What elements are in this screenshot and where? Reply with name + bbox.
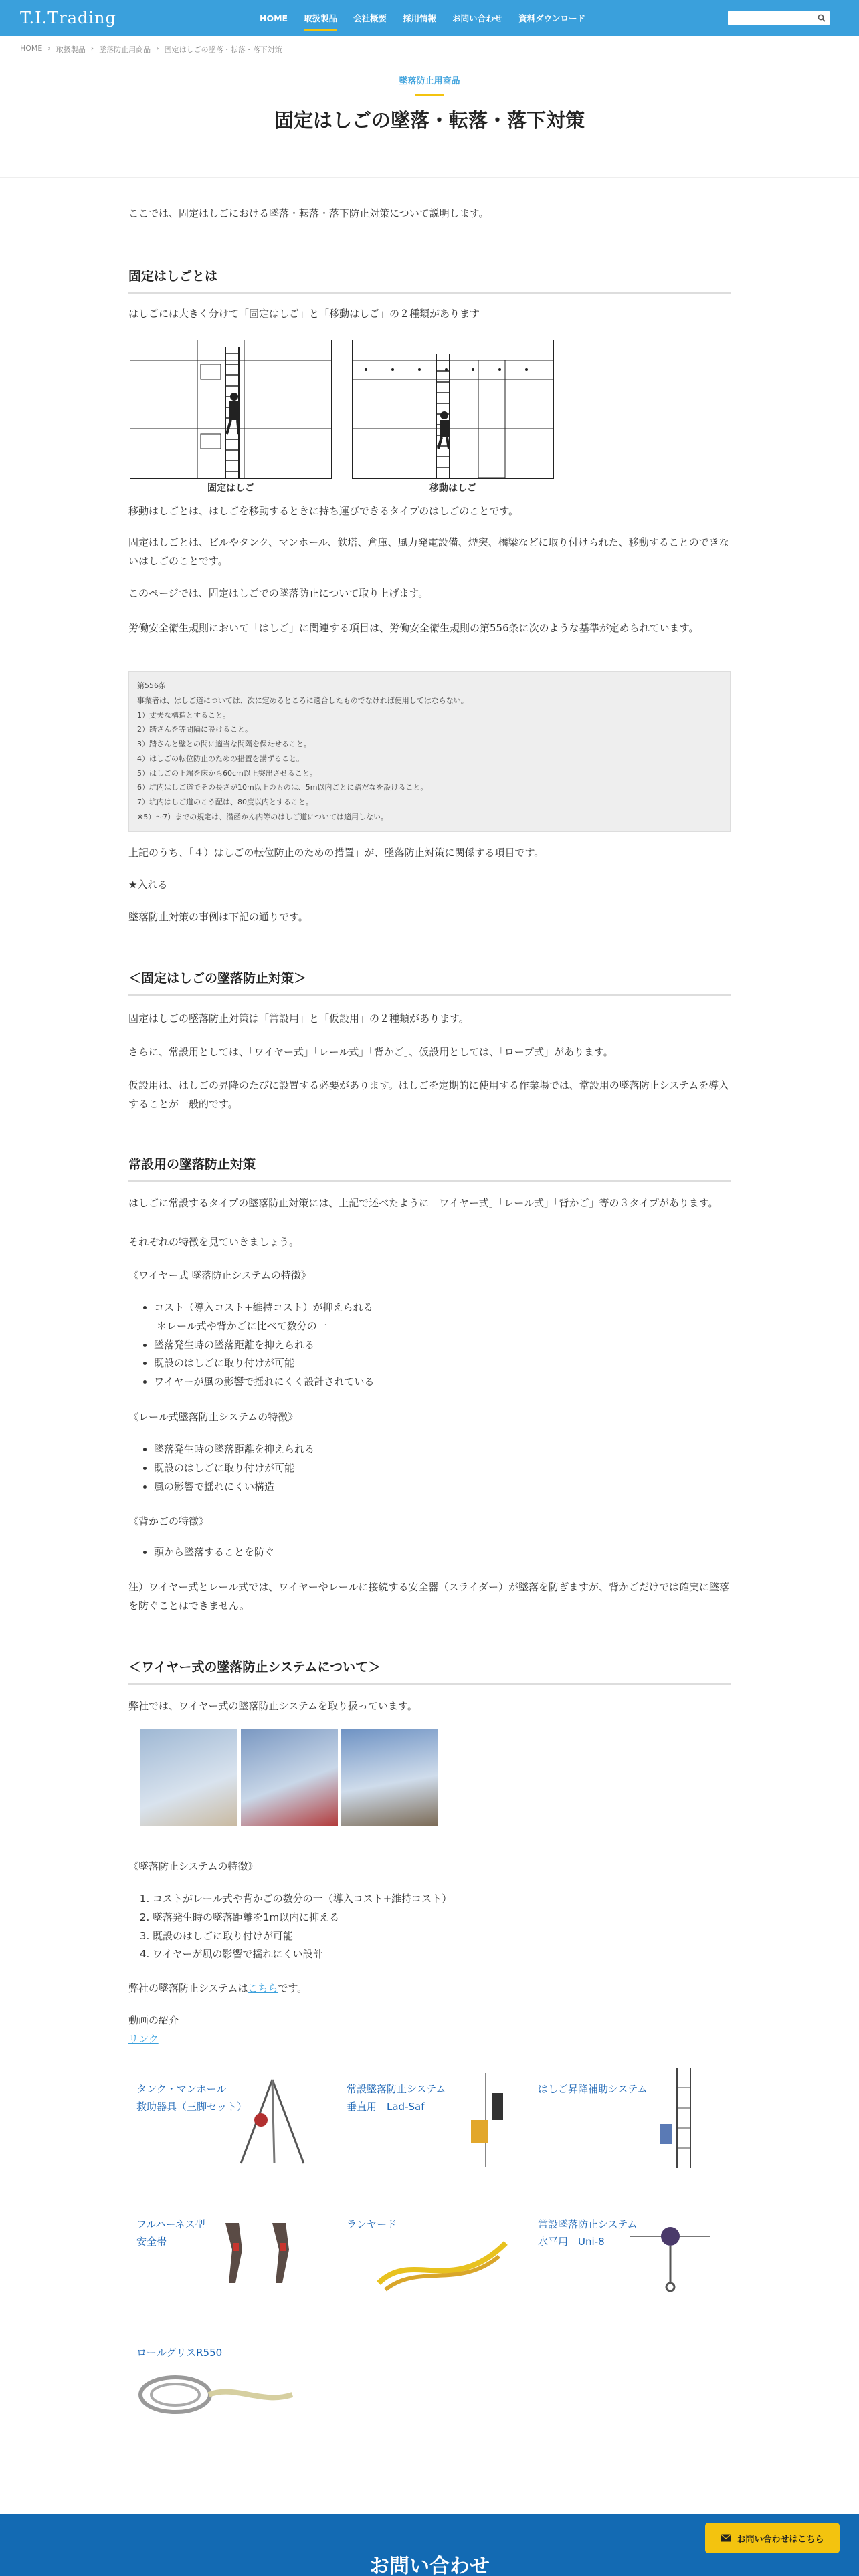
harness-icon (215, 2216, 309, 2290)
note-line: 2）踏さんを等間隔に設けること。 (137, 725, 252, 734)
note-line: 4）はしごの転位防止のための措置を講ずること。 (137, 754, 304, 763)
video-label: 動画の紹介 (128, 2014, 179, 2026)
ladder-assist-icon (650, 2068, 710, 2168)
note-line: 7）坑内はしご道のこう配は、80度以内とすること。 (137, 798, 313, 807)
paragraph: はしごには大きく分けて「固定はしご」と「移動はしご」の２種類があります (128, 308, 480, 320)
contact-cta-button[interactable] (705, 2523, 840, 2553)
top-navbar (0, 0, 859, 36)
uni-8-icon (630, 2210, 710, 2296)
cta-label: お問い合わせはこちら (737, 2534, 824, 2545)
worker-photo-1 (140, 1729, 237, 1826)
product-label: ロールグリスR550 (136, 2347, 223, 2359)
nav-download[interactable]: 資料ダウンロード (518, 13, 586, 23)
list-item: • 墜落発生時の墜落距離を抑えられる (154, 1440, 731, 1459)
note-line: 事業者は、はしご道については、次に定めるところに適合したものでなければ使用してはならない。 (137, 695, 468, 705)
cage-features-title: 《背かごの特徴》 (128, 1515, 209, 1527)
title-underline (415, 94, 444, 96)
note-line: 3）踏さんと壁との間に適当な間隔を保たせること。 (137, 740, 311, 749)
breadcrumb-separator: › (47, 44, 51, 53)
rail-features-list (128, 1440, 731, 1496)
mobile-ladder-caption: 移動はしご (430, 483, 476, 494)
note-line: 1）丈夫な構造とすること。 (137, 710, 230, 720)
paragraph: 墜落防止対策の事例は下記の通りです。 (128, 911, 308, 923)
paragraph: 上記のうち、「４）はしごの転位防止のための措置」が、墜落防止対策に関係する項目です。 (128, 847, 545, 859)
section-heading-permanent: 常設用の墜落防止対策 (128, 1153, 731, 1182)
rail-features-title: 《レール式墜落防止システムの特徴》 (128, 1411, 298, 1423)
breadcrumb (20, 44, 282, 55)
page-category: 墜落防止用商品 (399, 76, 460, 86)
fixed-ladder-figure (130, 340, 332, 479)
link-prefix: 弊社の墜落防止システムは (128, 1982, 248, 1994)
page-title: 固定はしごの墜落・転落・落下対策 (274, 109, 585, 132)
fixed-ladder-caption: 固定はしご (207, 483, 254, 494)
mobile-ladder-figure (352, 340, 554, 479)
product-card-full-harness[interactable] (128, 2203, 309, 2303)
product-label: フルハーネス型 安全帯 (136, 2218, 205, 2248)
search-input[interactable] (728, 11, 830, 25)
note-line: 6）坑内はしご道でその長さが10m以上のものは、5m以内ごとに踏だなを設けること。 (137, 783, 428, 792)
page-header (0, 74, 859, 133)
product-label: ランヤード (347, 2218, 397, 2230)
paragraph: 固定はしごの墜落防止対策は「常設用」と「仮設用」の２種類があります。 (128, 1012, 469, 1025)
site-logo[interactable]: T.I.Trading (20, 9, 116, 27)
paragraph: 固定はしごとは、ビルやタンク、マンホール、鉄塔、倉庫、風力発電設備、煙突、橋梁などに取り付けられた、移動することのできないはしごのことです。 (128, 536, 729, 567)
section-heading-fall-prevention: ＜固定はしごの墜落防止対策＞ (128, 967, 731, 996)
list-item: • 風の影響で揺れにくい構造 (154, 1478, 731, 1497)
note-line: 第556条 (137, 681, 166, 690)
product-card-ladder-assist[interactable] (530, 2068, 710, 2168)
paragraph: 仮設用は、はしごの昇降のたびに設置する必要があります。はしごを定期的に使用する作業場では、常設用の墜落防止システムを導入することが一般的です。 (128, 1079, 729, 1110)
product-label: はしご昇降補助システム (538, 2083, 648, 2095)
roll-grease-icon (128, 2358, 302, 2425)
paragraph: はしごに常設するタイプの墜落防止対策には、上記で述べたように「ワイヤー式」「レール式」「背かご」等の３タイプがあります。 (128, 1197, 719, 1209)
nav-company[interactable]: 会社概要 (353, 13, 387, 23)
list-item: • コスト（導入コスト+維持コスト）が抑えられる (154, 1299, 731, 1317)
mail-icon (721, 2534, 731, 2542)
link-suffix: です。 (278, 1982, 308, 1994)
cage-features-list (128, 1543, 731, 1562)
list-item: 2. 墜落発生時の墜落距離を1m以内に抑える (153, 1909, 731, 1927)
tripod-icon (235, 2073, 309, 2167)
breadcrumb-products[interactable]: 取扱製品 (56, 45, 86, 54)
paragraph: 注）ワイヤー式とレール式では、ワイヤーやレールに接続する安全器（スライダー）が墜落を防ぎますが、背かごだけでは確実に墜落を防ぐことはできません。 (128, 1581, 730, 1612)
product-card-lanyard[interactable] (339, 2203, 519, 2303)
system-link-paragraph (128, 1979, 731, 1998)
list-subnote: ＊レール式や背かごに比べて数分の一 (157, 1319, 327, 1332)
paragraph: 労働安全衛生規則において「はしご」に関連する項目は、労働安全衛生規則の第556条に次のような基準が定められています。 (128, 622, 699, 634)
section-heading-wire-system: ＜ワイヤー式の墜落防止システムについて＞ (128, 1656, 731, 1685)
nav-home[interactable]: HOME (260, 13, 288, 23)
breadcrumb-current: 固定はしごの墜落・転落・落下対策 (164, 45, 282, 54)
list-item: 1. コストがレール式や背かごの数分の一（導入コスト+維持コスト） (153, 1890, 731, 1909)
list-item: • 既設のはしごに取り付けが可能 (154, 1459, 731, 1478)
lad-saf-icon (459, 2073, 512, 2167)
paragraph: このページでは、固定はしごでの墜落防止について取り上げます。 (128, 587, 429, 599)
nav-products[interactable]: 取扱製品 (304, 0, 337, 36)
list-item: 3. 既設のはしごに取り付けが可能 (153, 1927, 731, 1946)
search-icon[interactable] (818, 14, 826, 22)
nav-contact[interactable]: お問い合わせ (452, 13, 503, 23)
header-divider (0, 177, 859, 178)
product-label: タンク・マンホール 救助器具（三脚セット） (136, 2083, 248, 2113)
breadcrumb-category[interactable]: 墜落防止用商品 (99, 45, 151, 54)
list-item: • ワイヤーが風の影響で揺れにくく設計されている (154, 1373, 731, 1392)
product-card-uni-8[interactable] (530, 2203, 710, 2303)
fixed-ladder-illustration (130, 340, 331, 478)
list-item: • 既設のはしごに取り付けが可能 (154, 1354, 731, 1373)
breadcrumb-home[interactable]: HOME (20, 44, 43, 53)
wire-features-list (128, 1299, 731, 1392)
product-label: 常設墜落防止システム 水平用 Uni-8 (538, 2218, 638, 2248)
product-card-rescue-tripod[interactable] (128, 2068, 309, 2168)
note-line: 5）はしごの上端を床から60cm以上突出させること。 (137, 768, 317, 778)
system-link[interactable]: こちら (248, 1982, 278, 1994)
section-heading-fixed-ladder: 固定はしごとは (128, 265, 731, 294)
product-card-lad-saf[interactable] (339, 2068, 519, 2168)
regulation-quote-box (128, 671, 731, 832)
system-features-list (128, 1890, 731, 1964)
paragraph: ★入れる (128, 879, 168, 891)
mobile-ladder-illustration (353, 340, 553, 478)
intro-text: ここでは、固定はしごにおける墜落・転落・落下防止対策について説明します。 (128, 207, 489, 219)
list-item: 4. ワイヤーが風の影響で揺れにくい設計 (153, 1945, 731, 1964)
paragraph: さらに、常設用としては、「ワイヤー式」「レール式」「背かご」、仮設用としては、「ロープ式」があります。 (128, 1046, 613, 1058)
breadcrumb-separator: › (156, 44, 159, 53)
system-features-title: 《墜落防止システムの特徴》 (128, 1860, 258, 1872)
worker-photo-3 (341, 1729, 438, 1826)
breadcrumb-separator: › (90, 44, 94, 53)
list-item: • 頭から墜落することを防ぐ (154, 1543, 731, 1562)
product-card-roll-grease[interactable] (128, 2331, 309, 2432)
video-link[interactable]: リンク (128, 2033, 159, 2045)
product-label: 常設墜落防止システム 垂直用 Lad-Saf (347, 2083, 446, 2113)
global-nav (260, 0, 585, 36)
footer-title: お問い合わせ (369, 2555, 490, 2576)
paragraph: 移動はしごとは、はしごを移動するときに持ち運びできるタイプのはしごのことです。 (128, 505, 519, 517)
worker-photo-2 (241, 1729, 338, 1826)
paragraph: 弊社では、ワイヤー式の墜落防止システムを取り扱っています。 (128, 1700, 417, 1712)
nav-recruit[interactable]: 採用情報 (403, 13, 437, 23)
lanyard-icon (372, 2223, 512, 2296)
paragraph: それぞれの特徴を見ていきましょう。 (128, 1236, 300, 1248)
note-line: ※5）～7）までの規定は、潜函かん内等のはしご道については適用しない。 (137, 812, 388, 821)
list-item: • 墜落発生時の墜落距離を抑えられる (154, 1336, 731, 1355)
wire-features-title: 《ワイヤー式 墜落防止システムの特徴》 (128, 1269, 311, 1281)
